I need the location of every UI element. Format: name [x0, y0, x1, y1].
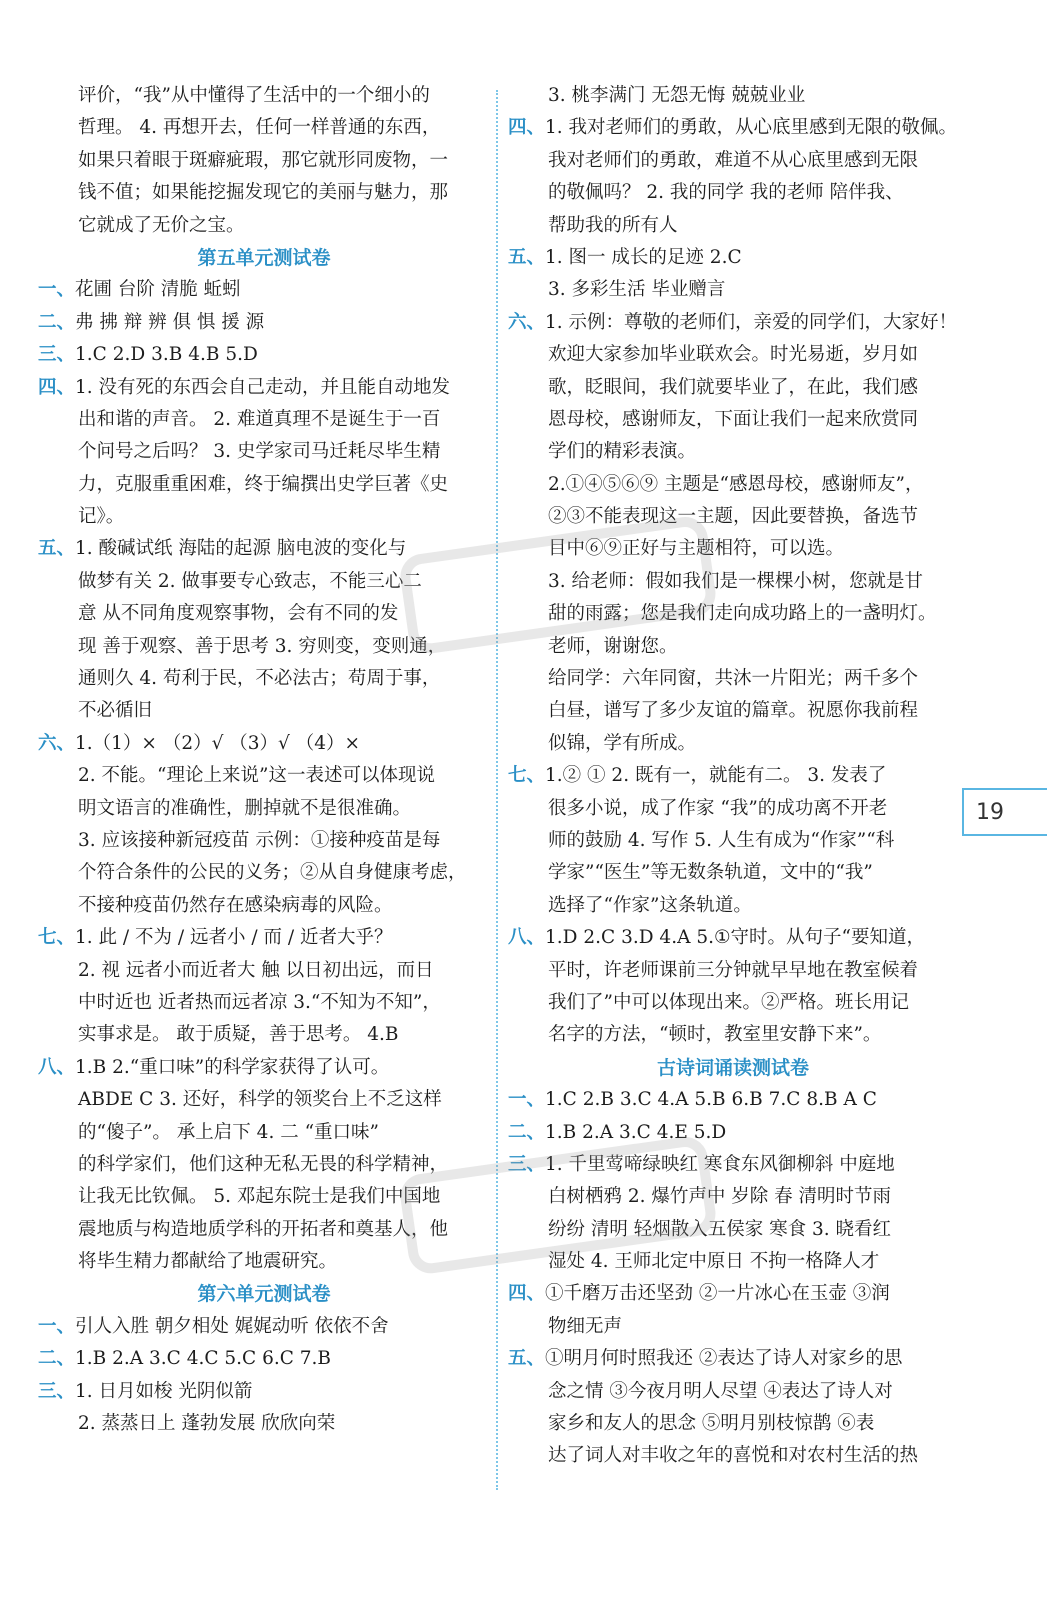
- answer-text: 不必循旧: [78, 700, 153, 722]
- answer-text: 古诗词诵读测试卷: [656, 1056, 809, 1079]
- question-number: 二、: [38, 1348, 76, 1370]
- question-number: 六、: [508, 311, 546, 333]
- page-number-tab: [962, 788, 1047, 836]
- answer-text: 给同学：六年同窗，共沐一片阳光；两千多个: [548, 668, 919, 690]
- answer-line: [508, 80, 958, 112]
- answer-text: 1.D 2.C 3.D 4.A 5.①守时。从句子“要知道，: [545, 927, 926, 949]
- answer-line: [38, 1376, 490, 1408]
- answer-text: 名字的方法，“顿时，教室里安静下来”。: [548, 1024, 882, 1046]
- question-number: 四、: [508, 117, 546, 139]
- answer-text: 1. 我对老师们的勇敢，从心底里感到无限的敬佩。: [545, 117, 958, 139]
- answer-text: 1.C 2.D 3.B 4.B 5.D: [75, 344, 258, 366]
- answer-text: 1.B 2.A 3.C 4.C 5.C 6.C 7.B: [75, 1348, 332, 1370]
- answer-line: [38, 501, 490, 533]
- answer-text: 1. 日月如梭 光阴似箭: [75, 1380, 253, 1402]
- answer-text: 3. 桃李满门 无怨无悔 兢兢业业: [548, 85, 806, 106]
- answer-text: 欢迎大家参加毕业联欢会。时光易逝，岁月如: [548, 344, 919, 366]
- answer-text: ABDE C 3. 还好，科学的领奖台上不乏这样: [78, 1089, 442, 1111]
- answer-line: [38, 631, 490, 663]
- answer-text: 2. 视 远者小而近者大 触 以日初出远，而日: [78, 959, 434, 981]
- answer-line: [508, 469, 958, 501]
- answer-line: [508, 1246, 958, 1278]
- answer-text: 的敬佩吗？ 2. 我的同学 我的老师 陪伴我、: [548, 182, 904, 204]
- answer-line: [508, 436, 958, 468]
- answer-text: 学们的精彩表演。: [548, 441, 697, 463]
- question-number: 二、: [508, 1121, 546, 1143]
- answer-line: [38, 469, 490, 501]
- answer-text: 念之情 ③今夜月明人尽望 ④表达了诗人对: [548, 1380, 893, 1402]
- answer-text: 1.C 2.B 3.C 4.A 5.B 6.B 7.C 8.B A C: [545, 1089, 877, 1111]
- answer-text: 我们了”中可以体现出来。②严格。班长用记: [548, 991, 909, 1013]
- answer-line: [508, 177, 958, 209]
- answer-text: ①千磨万击还坚劲 ②一片冰心在玉壶 ③润: [545, 1283, 890, 1305]
- answer-text: 帮助我的所有人: [548, 214, 678, 236]
- answer-text: 第五单元测试卷: [197, 246, 331, 269]
- answer-line: [508, 1181, 958, 1213]
- answer-text: 3. 给老师：假如我们是一棵棵小树，您就是甘: [548, 570, 924, 592]
- answer-line: [38, 1408, 490, 1440]
- question-number: 四、: [38, 376, 76, 398]
- answer-line: [38, 274, 490, 306]
- answer-text: 记》。: [78, 506, 125, 528]
- answer-line: [508, 1408, 958, 1440]
- answer-line: [38, 1246, 490, 1278]
- answer-text: 歌，眨眼间，我们就要毕业了，在此，我们感: [548, 376, 919, 398]
- answer-text: 的科学家们，他们这种无私无畏的科学精神，: [78, 1153, 449, 1175]
- answer-line: [508, 274, 958, 306]
- answer-line: [38, 1343, 490, 1375]
- question-number: 一、: [508, 1089, 546, 1111]
- answer-line: [38, 404, 490, 436]
- answer-text: 钱不值；如果能挖掘发现它的美丽与魅力，那: [78, 182, 449, 204]
- answer-line: [508, 793, 958, 825]
- answer-line: [38, 372, 490, 404]
- answer-line: [38, 1149, 490, 1181]
- section-title: [508, 1052, 958, 1084]
- question-number: 三、: [508, 1153, 546, 1175]
- answer-line: [38, 145, 490, 177]
- answer-text: 达了词人对丰收之年的喜悦和对农村生活的热: [548, 1445, 919, 1467]
- answer-line: [508, 307, 958, 339]
- answer-line: [508, 1084, 958, 1116]
- answer-text: ①明月何时照我还 ②表达了诗人对家乡的思: [545, 1348, 903, 1370]
- answer-line: [508, 1343, 958, 1375]
- question-number: 三、: [38, 1380, 76, 1402]
- answer-line: [508, 890, 958, 922]
- answer-text: ②③不能表现这一主题，因此要替换，备选节: [548, 506, 919, 528]
- answer-text: 1. 千里莺啼绿映红 寒食东风御柳斜 中庭地: [545, 1153, 895, 1175]
- answer-line: [508, 922, 958, 954]
- answer-line: [38, 1052, 490, 1084]
- answer-line: [38, 80, 490, 112]
- answer-line: [508, 1149, 958, 1181]
- answer-text: 似锦，学有所成。: [548, 732, 697, 754]
- answer-text: 引人入胜 朝夕相处 娓娓动听 依依不舍: [75, 1315, 389, 1337]
- left-column: [38, 80, 490, 1440]
- answer-line: [508, 1019, 958, 1051]
- section-title: [38, 1278, 490, 1310]
- answer-text: 力，克服重重困难，终于编撰出史学巨著《史: [78, 473, 449, 495]
- answer-text: 1. 此 / 不为 / 远者小 / 而 / 近者大乎？: [75, 927, 393, 949]
- answer-line: [38, 598, 490, 630]
- answer-line: [38, 112, 490, 144]
- right-column: [508, 80, 958, 1473]
- answer-line: [38, 1311, 490, 1343]
- page-number: 19: [976, 799, 1004, 825]
- answer-line: [38, 955, 490, 987]
- answer-text: 1. 示例：尊敬的老师们，亲爱的同学们，大家好！: [545, 311, 958, 333]
- column-divider: [496, 90, 498, 1490]
- answer-line: [38, 1214, 490, 1246]
- answer-line: [38, 728, 490, 760]
- question-number: 八、: [508, 927, 546, 949]
- answer-text: 物细无声: [548, 1315, 623, 1337]
- answer-line: [38, 307, 490, 339]
- answer-text: 家乡和友人的思念 ⑤明月别枝惊鹊 ⑥表: [548, 1413, 875, 1435]
- answer-line: [508, 145, 958, 177]
- answer-line: [38, 760, 490, 792]
- answer-line: [38, 533, 490, 565]
- answer-text: 3. 应该接种新冠疫苗 示例：①接种疫苗是每: [78, 829, 441, 851]
- answer-line: [508, 1311, 958, 1343]
- answer-text: 白昼，谱写了多少友谊的篇章。祝愿你我前程: [548, 700, 919, 722]
- answer-text: 学家”“医生”等无数条轨道，文中的“我”: [548, 862, 873, 884]
- answer-line: [508, 112, 958, 144]
- answer-line: [508, 598, 958, 630]
- answer-text: 1. 酸碱试纸 海陆的起源 脑电波的变化与: [75, 538, 407, 560]
- answer-line: [508, 825, 958, 857]
- answer-line: [508, 857, 958, 889]
- answer-line: [38, 890, 490, 922]
- answer-line: [38, 177, 490, 209]
- answer-line: [508, 533, 958, 565]
- answer-text: 2.①④⑤⑥⑨ 主题是“感恩母校，感谢师友”，: [548, 473, 924, 495]
- answer-text: 纷纷 清明 轻烟散入五侯家 寒食 3. 晓看红: [548, 1218, 892, 1240]
- question-number: 六、: [38, 732, 76, 754]
- answer-line: [38, 857, 490, 889]
- answer-text: 通则久 4. 苟利于民，不必法古；苟周于事，: [78, 668, 441, 690]
- answer-line: [38, 210, 490, 242]
- answer-line: [38, 922, 490, 954]
- answer-text: 1. 没有死的东西会自己走动，并且能自动地发: [75, 376, 451, 398]
- answer-text: 1.（1）× （2）√ （3）√ （4）×: [75, 732, 360, 754]
- answer-text: 甜的雨露；您是我们走向成功路上的一盏明灯。: [548, 603, 937, 625]
- answer-text: 意 从不同角度观察事物，会有不同的发: [78, 603, 399, 625]
- answer-line: [38, 663, 490, 695]
- question-number: 五、: [38, 538, 76, 560]
- answer-line: [508, 987, 958, 1019]
- answer-line: [508, 210, 958, 242]
- answer-line: [508, 404, 958, 436]
- answer-line: [38, 987, 490, 1019]
- answer-text: 恩母校，感谢师友，下面让我们一起来欣赏同: [548, 408, 919, 430]
- answer-text: 做梦有关 2. 做事要专心致志，不能三心二: [78, 570, 422, 592]
- answer-text: 它就成了无价之宝。: [78, 214, 245, 236]
- answer-line: [508, 1278, 958, 1310]
- answer-text: 目中⑥⑨正好与主题相符，可以选。: [548, 538, 845, 560]
- answer-line: [508, 1440, 958, 1472]
- answer-text: 平时，许老师课前三分钟就早早地在教室候着: [548, 959, 919, 981]
- answer-line: [508, 760, 958, 792]
- question-number: 一、: [38, 279, 76, 301]
- answer-text: 中时近也 近者热而远者凉 3.“不知为不知”，: [78, 991, 441, 1013]
- answer-line: [508, 1376, 958, 1408]
- answer-text: 出和谐的声音。 2. 难道真理不是诞生于一百: [78, 408, 441, 430]
- answer-text: 1. 图一 成长的足迹 2.C: [545, 246, 742, 268]
- answer-line: [38, 695, 490, 727]
- answer-text: 的“傻子”。 承上启下 4. 二 “重口味”: [78, 1121, 380, 1143]
- answer-line: [38, 1181, 490, 1213]
- answer-text: 哲理。 4. 再想开去，任何一样普通的东西，: [78, 117, 441, 139]
- answer-text: 明文语言的准确性，删掉就不是很准确。: [78, 797, 412, 819]
- answer-text: 评价，“我”从中懂得了生活中的一个细小的: [78, 85, 430, 106]
- answer-line: [38, 566, 490, 598]
- question-number: 一、: [38, 1315, 76, 1337]
- answer-line: [508, 695, 958, 727]
- answer-line: [508, 1117, 958, 1149]
- answer-text: 如果只着眼于斑癖疵瑕，那它就形同废物，一: [78, 149, 449, 171]
- answer-line: [508, 955, 958, 987]
- answer-text: 我对老师们的勇敢，难道不从心底里感到无限: [548, 149, 919, 171]
- answer-text: 将毕生精力都献给了地震研究。: [78, 1251, 338, 1273]
- answer-line: [38, 825, 490, 857]
- answer-line: [38, 436, 490, 468]
- answer-text: 2. 不能。“理论上来说”这一表述可以体现说: [78, 765, 435, 787]
- answer-text: 老师，谢谢您。: [548, 635, 678, 657]
- answer-text: 1.B 2.“重口味”的科学家获得了认可。: [75, 1056, 390, 1078]
- answer-text: 很多小说，成了作家 “我”的成功离不开老: [548, 797, 888, 819]
- answer-line: [38, 1117, 490, 1149]
- answer-line: [38, 793, 490, 825]
- answer-line: [508, 501, 958, 533]
- answer-line: [38, 1084, 490, 1116]
- answer-text: 让我无比钦佩。 5. 邓起东院士是我们中国地: [78, 1186, 441, 1208]
- answer-text: 震地质与构造地质学科的开拓者和奠基人，他: [78, 1218, 449, 1240]
- answer-text: 第六单元测试卷: [197, 1283, 331, 1306]
- question-number: 七、: [38, 927, 76, 949]
- answer-line: [38, 1019, 490, 1051]
- answer-text: 个符合条件的公民的义务；②从自身健康考虑，: [78, 862, 467, 884]
- answer-line: [38, 339, 490, 371]
- section-title: [38, 242, 490, 274]
- answer-line: [508, 1214, 958, 1246]
- answer-text: 花圃 台阶 清脆 蚯蚓: [75, 279, 241, 301]
- answer-text: 湿处 4. 王师北定中原日 不拘一格降人才: [548, 1251, 880, 1273]
- question-number: 二、: [38, 311, 76, 333]
- answer-line: [508, 728, 958, 760]
- question-number: 四、: [508, 1283, 546, 1305]
- answer-text: 白树栖鸦 2. 爆竹声中 岁除 春 清明时节雨: [548, 1186, 892, 1208]
- answer-text: 个问号之后吗？ 3. 史学家司马迁耗尽毕生精: [78, 441, 441, 463]
- answer-text: 现 善于观察、善于思考 3. 穷则变，变则通，: [78, 635, 447, 657]
- answer-text: 1.② ① 2. 既有一，就能有二。 3. 发表了: [545, 765, 887, 787]
- answer-text: 弗 拂 辩 辨 俱 惧 援 源: [75, 311, 265, 333]
- question-number: 三、: [38, 344, 76, 366]
- answer-line: [508, 566, 958, 598]
- answer-line: [508, 242, 958, 274]
- question-number: 八、: [38, 1056, 76, 1078]
- answer-text: 实事求是。 敢于质疑，善于思考。 4.B: [78, 1024, 399, 1046]
- answer-text: 不接种疫苗仍然存在感染病毒的风险。: [78, 894, 393, 916]
- answer-text: 2. 蒸蒸日上 蓬勃发展 欣欣向荣: [78, 1413, 336, 1435]
- answer-line: [508, 631, 958, 663]
- answer-text: 师的鼓励 4. 写作 5. 人生有成为“作家”“科: [548, 829, 895, 851]
- answer-text: 选择了“作家”这条轨道。: [548, 894, 752, 916]
- question-number: 五、: [508, 246, 546, 268]
- answer-line: [508, 372, 958, 404]
- answer-line: [508, 339, 958, 371]
- question-number: 七、: [508, 765, 546, 787]
- answer-text: 3. 多彩生活 毕业赠言: [548, 279, 726, 301]
- answer-text: 1.B 2.A 3.C 4.E 5.D: [545, 1121, 727, 1143]
- question-number: 五、: [508, 1348, 546, 1370]
- answer-line: [508, 663, 958, 695]
